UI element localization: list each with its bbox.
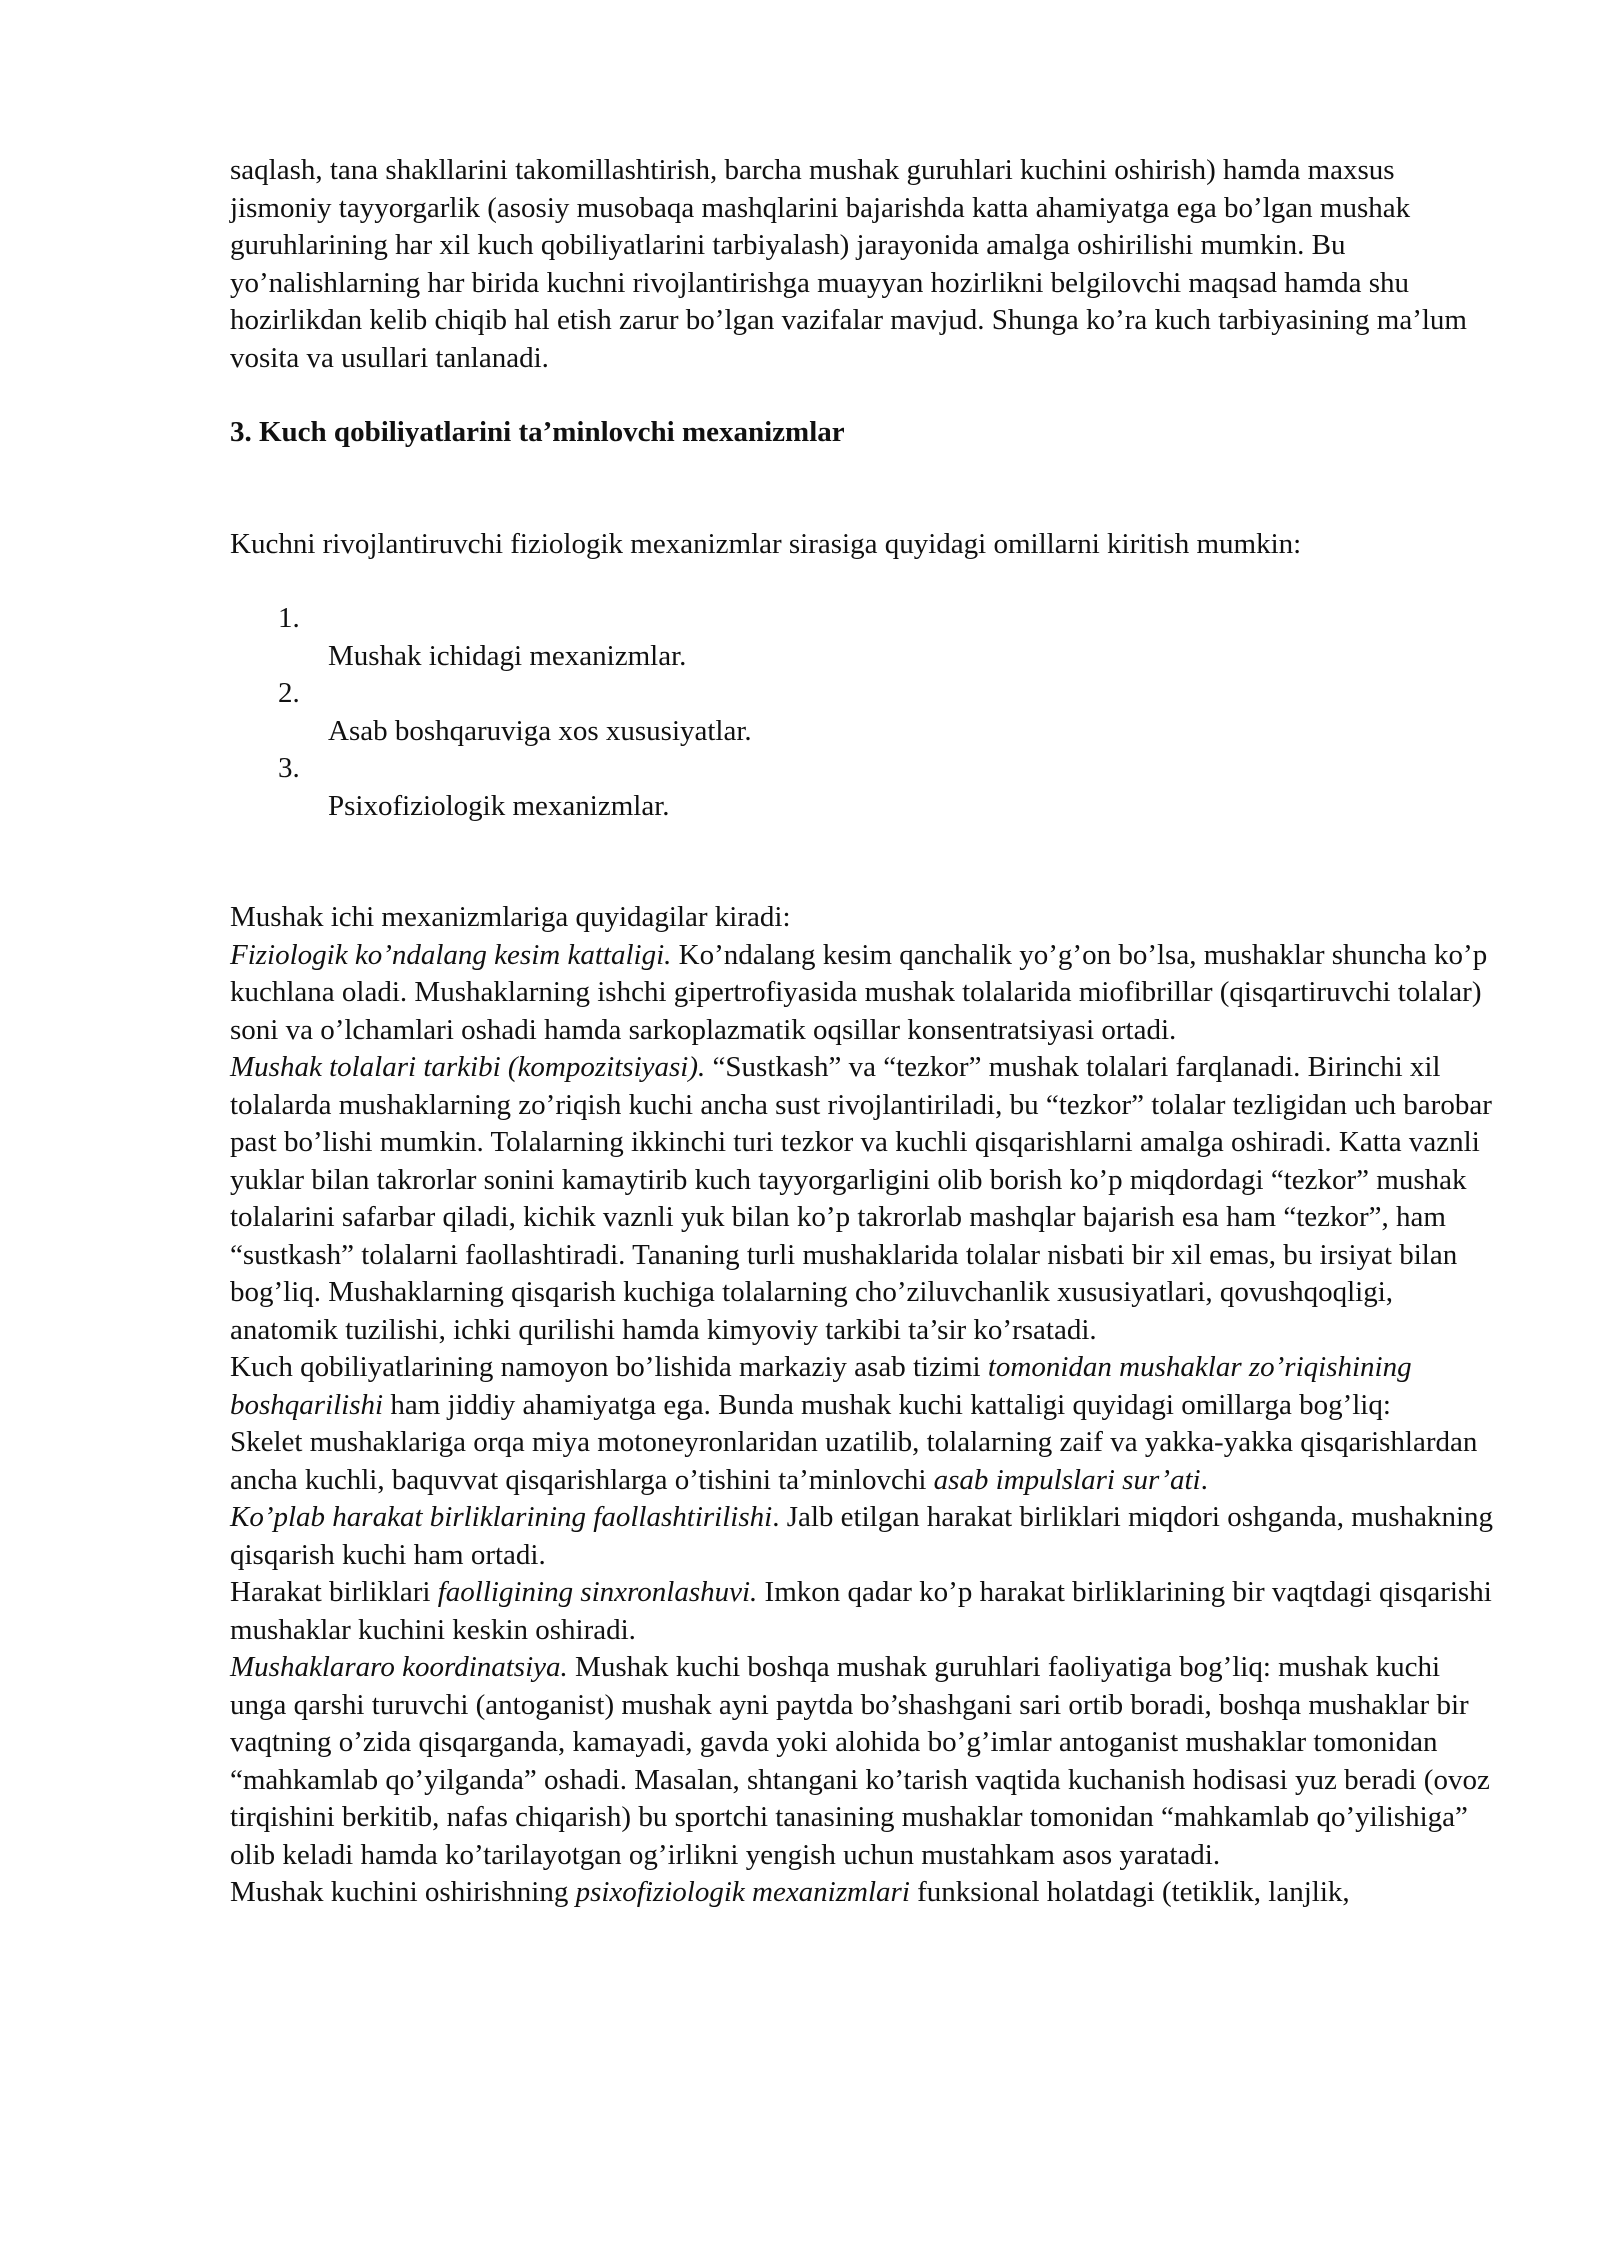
paragraph-text: ham jiddiy ahamiyatga ega. Bunda mushak kuchi kattaligi quyidagi omillarga bog’liq: [383,1388,1391,1421]
paragraph-text: “Sustkash” va “tezkor” mushak tolalari farqlanadi. Birinchi xil tolalarda mushaklarning zo’riqish kuchi ancha sust rivojlantiriladi, bu “tezkor” tolalar tezligidan uch barobar past bo’lishi mumkin. Tolalarning ikkinchi turi tezkor va kuchli qisqarishlarni amalga oshiradi. Katta vaznli yuklar bilan takrorlar sonini kamaytirib kuch tayyorgarligini olib borish ko’p miqdordagi “tezkor” mushak tolalarini safarbar qiladi, kichik vaznli yuk bilan ko’p takrorlab mashqlar bajarish esa ham “tezkor”, ham “sustkash” tolalarni faollashtiradi. Tananing turli mushaklarida tolalar nisbati bir xil emas, bu irsiyat bilan bog’liq. Mushaklarning qisqarish kuchiga tolalarning cho’ziluvchanlik xususiyatlari, qovushqoqligi, anatomik tuzilishi, ichki qurilishi hamda kimyoviy tarkibi ta’sir ko’rsatadi. [230,1051,1492,1346]
list-item-text: Mushak ichidagi mexanizmlar. [328,639,687,672]
list-item [278,750,1500,825]
paragraph-text: . Jalb etilgan harakat birliklari miqdori oshganda, mushakning qisqarish kuchi ham ortadi. [230,1501,1493,1571]
paragraph-nervous-control [230,1349,1500,1424]
paragraph-skeletal-impulses [230,1424,1500,1499]
list-item-number: 2. [278,677,300,709]
paragraph-text: Mushak kuchini oshirishning [230,1876,576,1908]
paragraph-synchronization [230,1574,1500,1649]
paragraph-text: Harakat birliklari [230,1576,438,1608]
paragraph-text: . [1200,1463,1208,1496]
paragraph-text: Imkon qadar ko’p harakat birliklarining bir vaqtdagi qisqarishi mushaklar kuchini keskin oshiradi. [230,1576,1492,1646]
term-italic: asab impulslari sur’ati [933,1463,1201,1496]
term-italic: Mushak tolalari tarkibi (kompozitsiyasi). [230,1051,706,1083]
paragraph-fiber-composition [230,1049,1500,1349]
list-item-text: Psixofiziologik mexanizmlar. [328,789,670,822]
paragraph-text: Skelet mushaklariga orqa miya motoneyronlaridan uzatilib, tolalarning zaif va yakka-yakka qisqarishlardan ancha kuchli, baquvvat qisqarishlarga o’tishini ta’minlovchi [230,1426,1478,1496]
paragraph-intro-continuation: saqlash, tana shakllarini takomillashtirish, barcha mushak guruhlari kuchini oshirish) hamda maxsus jismoniy tayyorgarlik (asosiy musobaqa mashqlarini bajarishda katta ahamiyatga ega bo’lgan mushak guruhlarining har xil kuch qobiliyatlarini tarbiyalash) jarayonida amalga oshirilishi mumkin. Bu yo’nalishlarning har birida kuchni rivojlantirishga muayyan hozirlikni belgilovchi maqsad hamda shu hozirlikdan kelib chiqib hal etish zarur bo’lgan vazifalar mavjud. Shunga ko’ra kuch tarbiyasining ma’lum vosita va usullari tanlanadi. [230,154,1467,374]
paragraph-mechanisms-intro: Kuchni rivojlantiruvchi fiziologik mexanizmlar sirasiga quyidagi omillarni kiritish mumkin: [230,527,1302,560]
paragraph-motor-units [230,1499,1500,1574]
paragraph-text: Kuch qobiliyatlarining namoyon bo’lishida markaziy asab tizimi [230,1351,988,1383]
mechanisms-list [230,600,1500,825]
list-item-text: Asab boshqaruviga xos xususiyatlar. [328,714,752,747]
term-italic: Fiziologik ko’ndalang kesim kattaligi. [230,938,672,971]
list-item-number: 3. [278,752,300,784]
paragraph-coordination [230,1649,1500,1874]
section-heading: 3. Kuch qobiliyatlarini ta’minlovchi mexanizmlar [230,416,845,448]
paragraph-text: Ko’ndalang kesim qanchalik yo’g’on bo’lsa, mushaklar shuncha ko’p kuchlana oladi. Mushaklarning ishchi gipertrofiyasida mushak tolalarida miofibrillar (qisqartiruvchi tolalar) soni va o’lchamlari oshadi hamda sarkoplazmatik oqsillar konsentratsiyasi ortadi. [230,938,1488,1046]
paragraph-cross-section [230,937,1500,1050]
term-italic: Mushaklararo koordinatsiya. [230,1651,568,1683]
term-italic: tomonidan mushaklar zo’riqishining boshqarilishi [230,1351,1412,1421]
document-page [230,152,1500,1912]
paragraph-text: funksional holatdagi (tetiklik, lanjlik, [909,1876,1350,1908]
list-item [278,675,1500,750]
list-item [278,600,1500,675]
list-item-number: 1. [278,602,300,634]
paragraph-text: Mushak kuchi boshqa mushak guruhlari faoliyatiga bog’liq: mushak kuchi unga qarshi turuvchi (antoganist) mushak ayni paytda bo’shashgani sari ortib boradi, boshqa mushaklar bir vaqtning o’zida qisqarganda, kamayadi, gavda yoki alohida bo’g’imlar antoganist mushaklar tomonidan “mahkamlab qo’yilganda” oshadi. Masalan, shtangani ko’tarish vaqtida kuchanish hodisasi yuz beradi (ovoz tirqishini berkitib, nafas chiqarish) bu sportchi tanasining mushaklar tomonidan “mahkamlab qo’yilishiga” olib keladi hamda ko’tarilayotgan og’irlikni yengish uchun mustahkam asos yaratadi. [230,1651,1490,1871]
term-italic: psixofiziologik mexanizmlari [575,1876,910,1908]
term-italic: Ko’plab harakat birliklarining faollashtirilishi [230,1501,773,1533]
paragraph-psychophysiological [230,1874,1500,1912]
paragraph-intramuscular-intro: Mushak ichi mexanizmlariga quyidagilar kiradi: [230,901,791,933]
term-italic: faolligining sinxronlashuvi. [437,1576,758,1608]
